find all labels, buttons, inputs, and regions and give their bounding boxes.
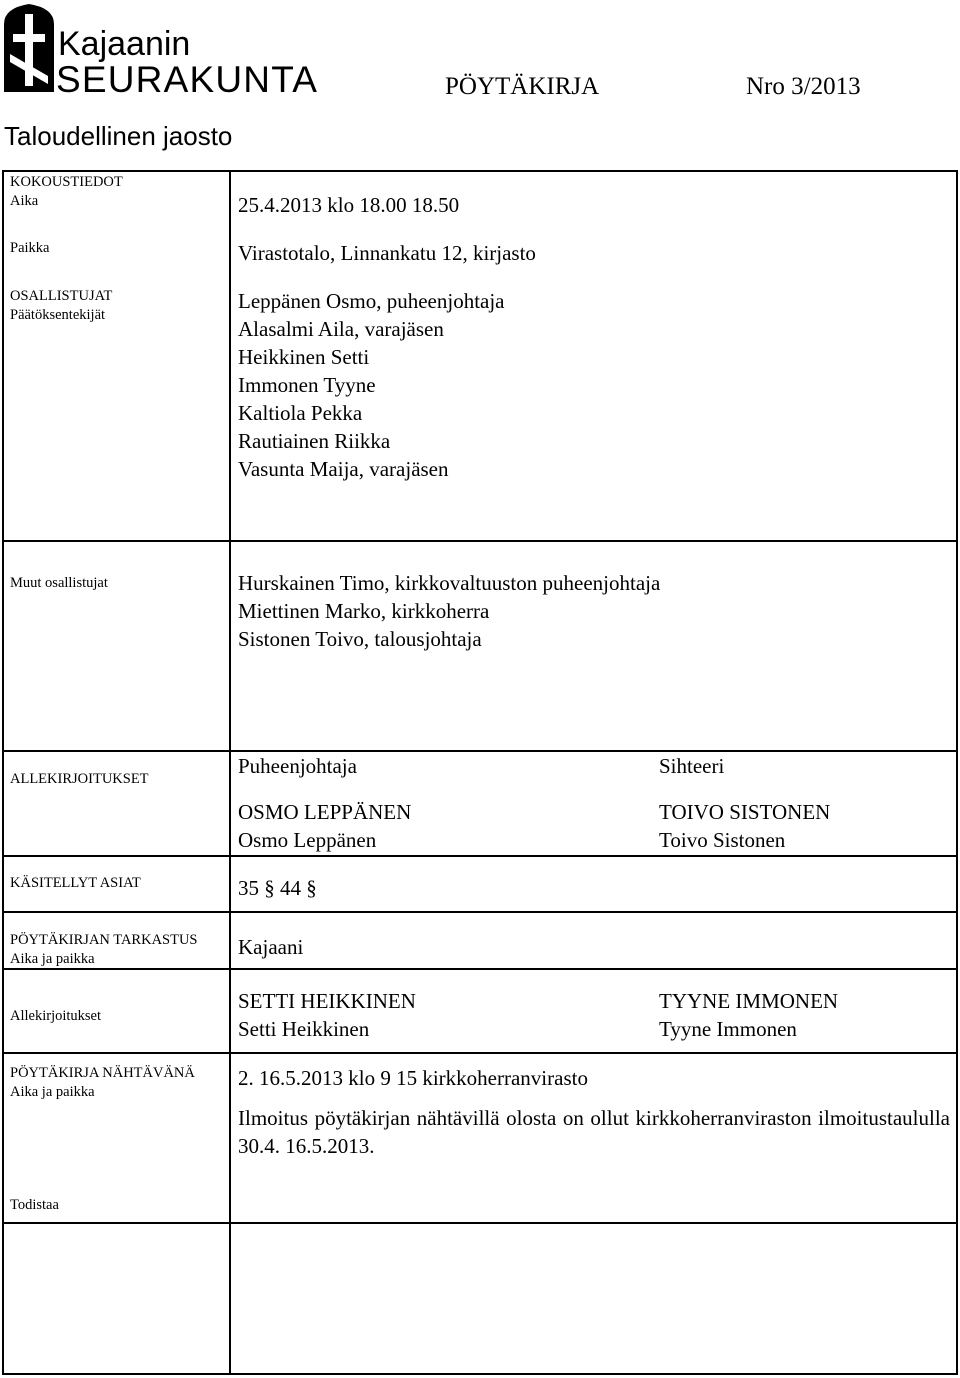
table-border-left: [2, 170, 4, 1375]
reviewer2-name: Tyyne Immonen: [659, 1017, 797, 1041]
row-divider: [2, 968, 958, 970]
table-border-top: [2, 170, 958, 172]
logo-text-kajaanin: Kajaanin: [58, 25, 191, 63]
secretary-name: Toivo Sistonen: [659, 828, 786, 852]
row-divider: [2, 1052, 958, 1054]
row-divider: [2, 540, 958, 542]
list-item: Hurskainen Timo, kirkkovaltuuston puheenjohtaja: [238, 571, 661, 595]
list-item: Alasalmi Aila, varajäsen: [238, 317, 444, 341]
list-item: Leppänen Osmo, puheenjohtaja: [238, 289, 505, 313]
secretary-role: Sihteeri: [659, 754, 725, 778]
cross-emblem-icon: [4, 4, 54, 96]
other-participants-label: Muut osallistujat: [10, 575, 108, 591]
table-border-right: [956, 170, 958, 1375]
chair-name: Osmo Leppänen: [238, 828, 377, 852]
decision-makers-label: Päätöksentekijät: [10, 307, 106, 323]
reviewer2-name-caps: TYYNE IMMONEN: [659, 989, 839, 1013]
chair-role: Puheenjohtaja: [238, 754, 357, 778]
display-label: PÖYTÄKIRJA NÄHTÄVÄNÄ: [10, 1065, 195, 1081]
list-item: Miettinen Marko, kirkkoherra: [238, 599, 490, 623]
participants-label: OSALLISTUJAT: [10, 288, 113, 304]
logo-text-seurakunta: SEURAKUNTA: [56, 59, 319, 100]
document-type: PÖYTÄKIRJA: [445, 73, 600, 100]
list-item: Kaltiola Pekka: [238, 401, 363, 425]
list-item: Sistonen Toivo, talousjohtaja: [238, 627, 482, 651]
display-value: 2. 16.5.2013 klo 9 15 kirkkoherranvirasto: [238, 1066, 588, 1090]
time-label: Aika: [10, 193, 39, 209]
decision-makers-list: [238, 287, 505, 483]
secretary-name-caps: TOIVO SISTONEN: [659, 800, 831, 824]
document-number: Nro 3/2013: [746, 73, 861, 100]
list-item: Heikkinen Setti: [238, 345, 370, 369]
review-place: Kajaani: [238, 935, 304, 959]
items-value: 35 § 44 §: [238, 876, 317, 900]
department-name: Taloudellinen jaosto: [4, 121, 233, 151]
signatures-label: ALLEKIRJOITUKSET: [10, 771, 149, 787]
display-notice: Ilmoitus pöytäkirjan nähtävillä olosta on ollut kirkkoherranviraston ilmoitustaululla 30.4. 16.5.2013.: [238, 1106, 950, 1158]
row-divider: [2, 855, 958, 857]
parish-logo: [4, 4, 324, 100]
certify-label: Todistaa: [10, 1197, 59, 1213]
row-divider: [2, 1222, 958, 1224]
items-label: KÄSITELLYT ASIAT: [10, 875, 141, 891]
chair-name-caps: OSMO LEPPÄNEN: [238, 800, 412, 824]
list-item: Vasunta Maija, varajäsen: [238, 457, 449, 481]
review-sub-label: Aika ja paikka: [10, 951, 95, 967]
row-divider: [2, 911, 958, 913]
meeting-time: 25.4.2013 klo 18.00 18.50: [238, 193, 460, 217]
place-label: Paikka: [10, 240, 50, 256]
review-signatures-label: Allekirjoitukset: [10, 1008, 102, 1024]
table-border-bottom: [2, 1373, 958, 1375]
other-participants-list: [238, 569, 660, 653]
meeting-info-label: KOKOUSTIEDOT: [10, 174, 123, 190]
column-divider: [229, 170, 231, 1375]
reviewer1-name-caps: SETTI HEIKKINEN: [238, 989, 416, 1013]
review-label: PÖYTÄKIRJAN TARKASTUS: [10, 932, 198, 948]
meeting-place: Virastotalo, Linnankatu 12, kirjasto: [238, 241, 536, 265]
row-divider: [2, 750, 958, 752]
display-sub-label: Aika ja paikka: [10, 1084, 95, 1100]
list-item: Rautiainen Riikka: [238, 429, 391, 453]
list-item: Immonen Tyyne: [238, 373, 376, 397]
reviewer1-name: Setti Heikkinen: [238, 1017, 370, 1041]
